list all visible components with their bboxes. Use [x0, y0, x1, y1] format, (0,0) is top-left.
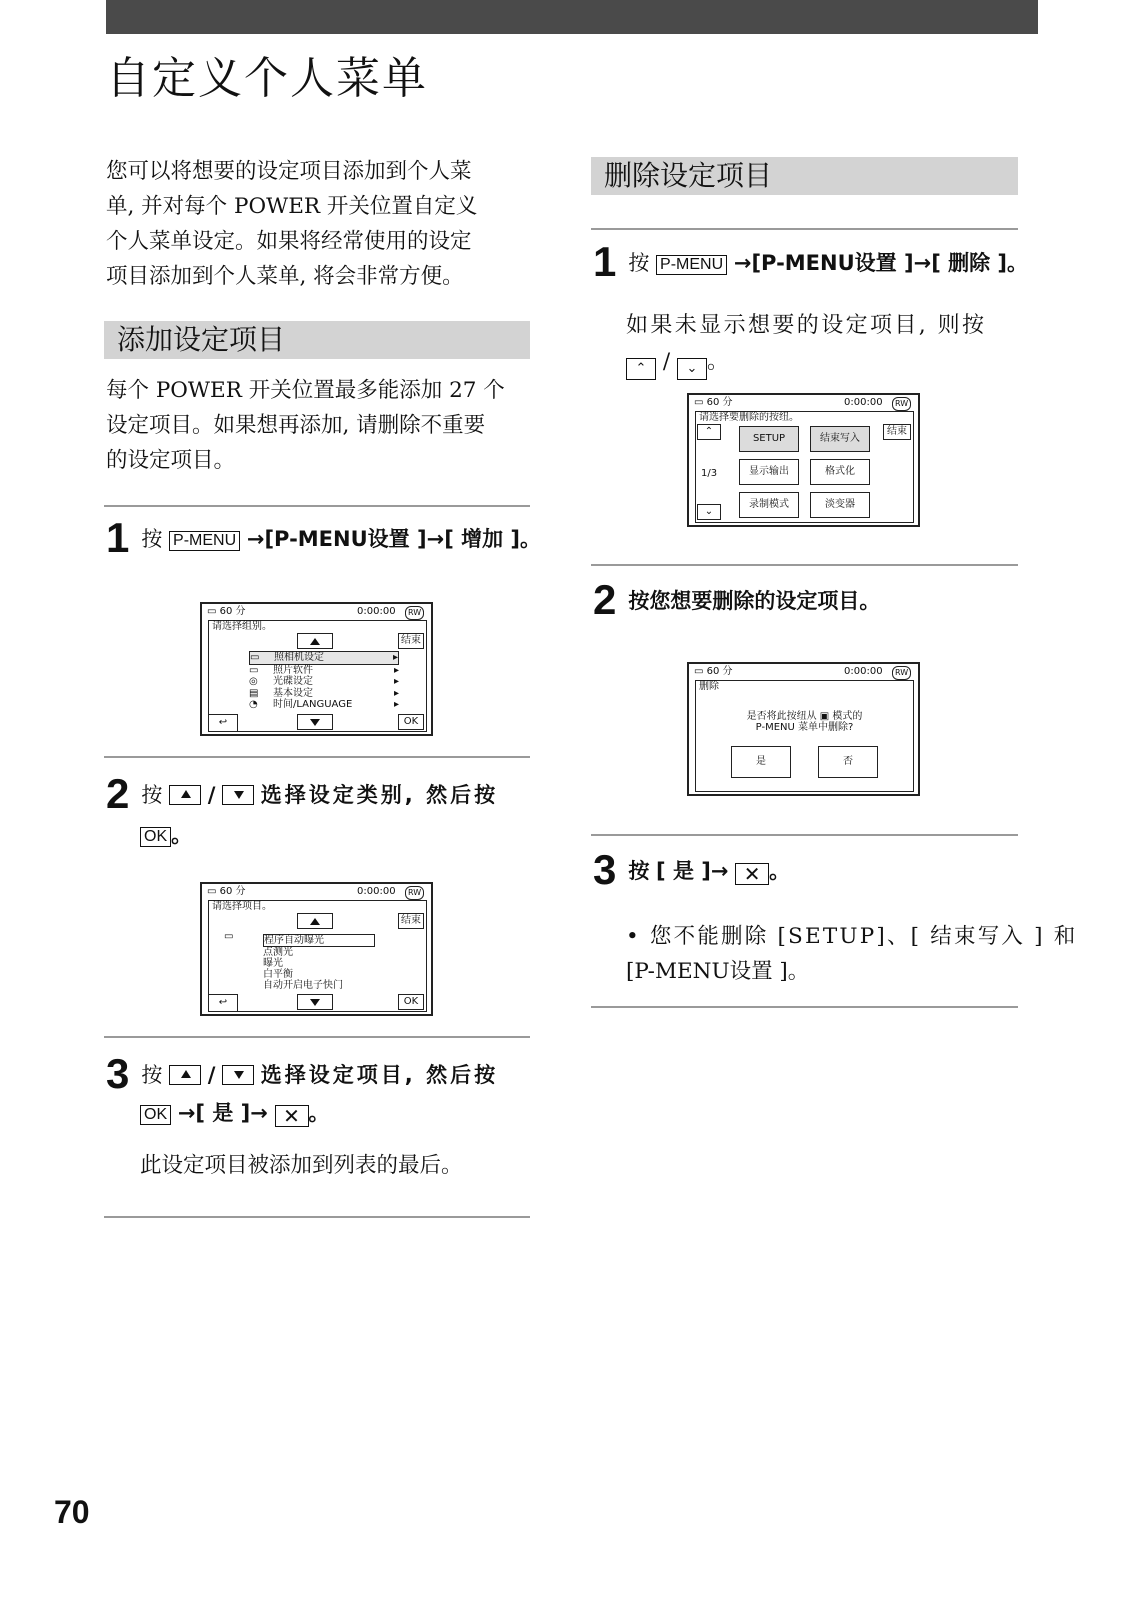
list-item[interactable]: ▤ 基本设定 ▸: [249, 687, 399, 699]
list-item[interactable]: 程序自动曝光: [263, 934, 375, 947]
screen-status-bar: ▭ 60 分 0:00:00 RW: [694, 666, 914, 678]
down-key: [222, 1065, 254, 1085]
divider: [104, 1216, 530, 1218]
screen-select-group: [200, 602, 433, 736]
scroll-up-button[interactable]: [297, 913, 333, 929]
battery-icon: ▭: [694, 666, 704, 677]
grid-button[interactable]: 淡变器: [810, 492, 870, 518]
return-button[interactable]: [208, 714, 238, 732]
no-button[interactable]: 否: [818, 746, 878, 778]
screen-delete-confirm: [687, 662, 920, 796]
delete-step-1-note: 如果未显示想要的设定项目, 则按: [626, 313, 987, 338]
divider: [104, 756, 530, 758]
divider: [591, 228, 1018, 230]
list-item[interactable]: ▭ 照相机设定 ▸: [250, 652, 398, 663]
screen-status-bar: ▭ 60 分 0:00:00 RW: [207, 606, 427, 618]
end-button[interactable]: 结束: [883, 424, 911, 440]
camera-icon: ▭: [224, 931, 234, 942]
photo-icon: ▭: [249, 664, 259, 676]
screen-select-item: [200, 882, 433, 1016]
page-up-button[interactable]: ⌃: [697, 424, 721, 440]
add-step-2: 2 按 / 选择设定类别, 然后按: [106, 770, 499, 817]
list-item[interactable]: ▭ 照片软件 ▸: [249, 664, 399, 676]
divider: [591, 834, 1018, 836]
list-item[interactable]: 点测光: [263, 947, 293, 958]
camera-icon: ▭: [250, 652, 260, 663]
down-key: [222, 785, 254, 805]
ok-button[interactable]: OK: [398, 714, 424, 730]
camera-mode-icon: ▣: [819, 711, 830, 722]
p-menu-key: P-MENU: [169, 531, 240, 551]
delete-note: • 您不能删除 [SETUP]、[ 结束写入 ] 和 [P-MENU设置 ]。: [626, 924, 1078, 984]
yes-button[interactable]: 是: [731, 746, 791, 778]
ok-key: OK: [140, 1105, 171, 1125]
add-step-3: 3 按 / 选择设定项目, 然后按: [106, 1050, 499, 1097]
scroll-up-button[interactable]: [297, 633, 333, 649]
disc-icon: RW: [892, 666, 911, 680]
group-list: [249, 651, 399, 711]
divider: [104, 1036, 530, 1038]
screen-status-bar: ▭ 60 分 0:00:00 RW: [694, 397, 914, 409]
delete-step-2: 2 按您想要删除的设定项目。: [593, 576, 881, 623]
confirm-question: 是否将此按纽从 ▣ 模式的 P-MENU 菜单中删除?: [746, 711, 863, 733]
disc-icon: RW: [892, 397, 911, 411]
return-icon: ↩: [218, 997, 228, 1008]
disc-icon: RW: [405, 606, 424, 620]
add-description: 每个 POWER 开关位置最多能添加 27 个 设定项目。如果想再添加, 请删除不重要 的设定项目。: [106, 378, 505, 473]
divider: [104, 505, 530, 507]
screen-header: 删除: [699, 681, 719, 692]
item-list: [263, 934, 375, 991]
return-icon: ↩: [218, 717, 228, 728]
screen-delete-select: [687, 393, 920, 527]
screen-panel: [695, 411, 914, 523]
divider: [591, 564, 1018, 566]
top-bar: [106, 0, 1038, 34]
ok-button[interactable]: OK: [398, 994, 424, 1010]
toolbox-icon: ▤: [249, 687, 259, 699]
screen-status-bar: ▭ 60 分 0:00:00 RW: [207, 886, 427, 898]
page-down-button[interactable]: ⌄: [697, 504, 721, 520]
delete-step-1-note-keys: ⌃ / ⌄ 。: [626, 344, 728, 380]
clock-icon: ◔: [249, 699, 258, 710]
grid-button[interactable]: 录制模式: [739, 492, 799, 518]
add-step-1: 1 按 P-MENU →[P-MENU设置 ]→[ 增加 ]。: [106, 514, 542, 561]
grid-button[interactable]: 显示输出: [739, 459, 799, 485]
battery-icon: ▭: [207, 606, 217, 617]
page-title: 自定义个人菜单: [106, 53, 428, 104]
delete-section-heading: 删除设定项目: [591, 157, 1018, 195]
up-key: [169, 1065, 201, 1085]
screen-prompt: 请选择要删除的按纽。: [699, 412, 799, 423]
up-key: [169, 785, 201, 805]
grid-button[interactable]: 格式化: [810, 459, 870, 485]
delete-step-3: 3 按 [ 是 ]→ ✕ 。: [593, 846, 791, 893]
list-item[interactable]: ◎ 光碟设定 ▸: [249, 676, 399, 687]
intro-paragraph: 您可以将想要的设定项目添加到个人菜 单, 并对每个 POWER 开关位置自定义 个人菜单设定。如果将经常使用的设定 项目添加到个人菜单, 将会非常方便。: [106, 159, 478, 289]
disc-icon: RW: [405, 886, 424, 900]
list-item[interactable]: 曝光: [263, 958, 283, 969]
add-step-2-cont: OK 。: [140, 818, 192, 853]
screen-prompt: 请选择项目。: [212, 901, 272, 912]
close-key-icon: ✕: [275, 1105, 309, 1127]
disc-settings-icon: ◎: [249, 676, 258, 687]
grid-button[interactable]: SETUP: [739, 426, 799, 452]
close-key-icon: ✕: [735, 863, 769, 885]
screen-panel: [695, 680, 914, 792]
page-down-icon: ⌄: [677, 358, 707, 380]
list-item[interactable]: 自动开启电子快门: [263, 980, 343, 991]
add-step-3-note: 此设定项目被添加到列表的最后。: [140, 1153, 463, 1178]
list-item[interactable]: 白平衡: [263, 969, 293, 980]
grid-button[interactable]: 结束写入: [810, 426, 870, 452]
list-item[interactable]: ◔ 时间/LANGUAGE ▸: [249, 699, 399, 710]
return-button[interactable]: [208, 994, 238, 1012]
page-number: 70: [54, 1494, 90, 1530]
add-section-heading: 添加设定项目: [104, 321, 530, 359]
scroll-down-button[interactable]: [297, 714, 333, 730]
end-button[interactable]: 结束: [398, 633, 424, 649]
end-button[interactable]: 结束: [398, 913, 424, 929]
screen-prompt: 请选择组别。: [212, 621, 272, 632]
ok-key: OK: [140, 827, 171, 847]
scroll-down-button[interactable]: [297, 994, 333, 1010]
delete-step-1: 1 按 P-MENU →[P-MENU设置 ]→[ 删除 ]。: [593, 238, 1029, 285]
battery-icon: ▭: [207, 886, 217, 897]
divider: [591, 1006, 1018, 1008]
add-step-3-cont: OK →[ 是 ]→ ✕ 。: [140, 1096, 330, 1131]
page-indicator: 1/3: [701, 468, 718, 479]
page-up-icon: ⌃: [626, 358, 656, 380]
p-menu-key: P-MENU: [656, 255, 727, 275]
battery-icon: ▭: [694, 397, 704, 408]
